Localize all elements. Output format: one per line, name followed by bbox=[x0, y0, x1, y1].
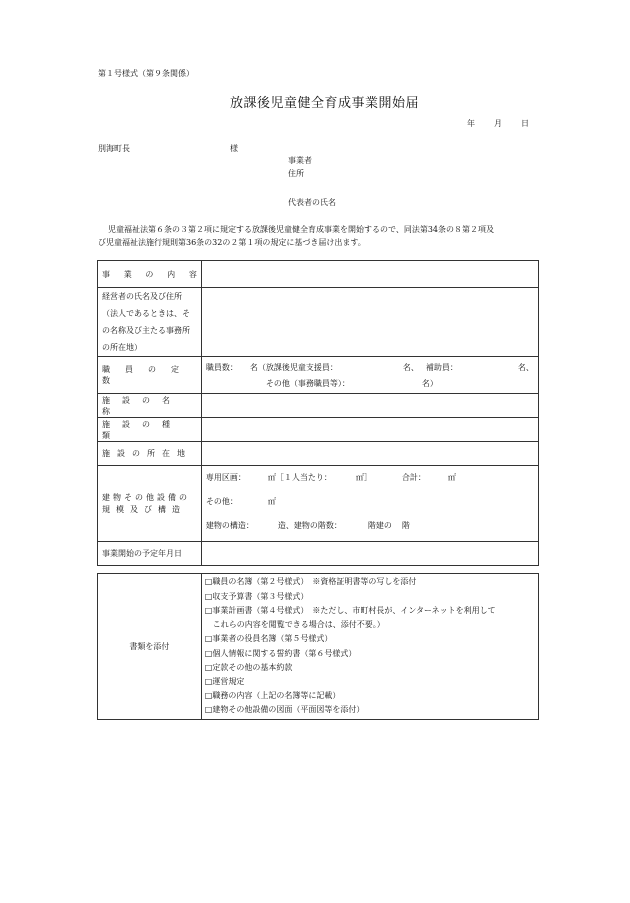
building-floors-unit: 階建の bbox=[367, 520, 392, 530]
staff-count-field[interactable] bbox=[201, 357, 538, 394]
attachment-item-staff-roster[interactable]: □職員の名簿（第２号様式） ※資格証明書等の写しを添付 bbox=[204, 577, 417, 587]
building-label-line2: 規模及び構造 bbox=[102, 504, 186, 514]
intro-text-line2: び児童福祉法施行規則第36条の32の２第１項の規定に基づき届け出ます。 bbox=[98, 238, 366, 247]
building-floors-label: 造、建物の階数： bbox=[277, 520, 342, 530]
staff-support-label: 名（放課後児童支援員： bbox=[249, 363, 338, 372]
building-floor-unit: 階 bbox=[401, 520, 410, 530]
facility-location-field[interactable] bbox=[201, 442, 538, 466]
area-exclusive-label: 専用区画： bbox=[205, 472, 246, 482]
intro-text-line1: 児童福祉法第６条の３第２項に規定する放課後児童健全育成事業を開始するので、同法第34条の８第２項及 bbox=[108, 225, 495, 234]
operator-label-line4: の所在地） bbox=[102, 343, 142, 352]
business-content-label bbox=[98, 261, 202, 288]
attachment-item-privacy-pledge[interactable]: □個人情報に関する誓約書（第６号様式） bbox=[204, 648, 357, 658]
area-other-unit: ㎡ bbox=[267, 496, 276, 506]
facility-type-field[interactable] bbox=[201, 418, 538, 442]
area-total-label: 合計： bbox=[401, 472, 426, 482]
date-month-label: 月 bbox=[494, 119, 502, 128]
date-year-label: 年 bbox=[467, 119, 475, 128]
attachments-list bbox=[201, 574, 538, 720]
facility-name-field[interactable] bbox=[201, 394, 538, 418]
business-content-text: 事 業 の 内 容 bbox=[102, 269, 197, 279]
attachment-item-officer-roster[interactable]: □事業者の役員名簿（第５号様式） bbox=[204, 634, 333, 644]
operator-field[interactable] bbox=[201, 288, 538, 357]
attachment-item-budget[interactable]: □収支予算書（第３号様式） bbox=[204, 591, 309, 601]
attachment-item-floor-plan[interactable]: □建物その他設備の図面（平面図等を添付） bbox=[204, 705, 365, 715]
business-operator-label: 事業者 bbox=[288, 156, 312, 165]
address-label: 住所 bbox=[288, 169, 304, 178]
attachments-label-text: 書類を添付 bbox=[129, 642, 170, 651]
facility-location-text: 施設の所在地 bbox=[102, 449, 192, 458]
staff-other-unit: 名） bbox=[421, 379, 438, 388]
start-date-field[interactable] bbox=[201, 542, 538, 566]
facility-name-label bbox=[98, 394, 202, 418]
operator-label-line3: の名称及び主たる事務所 bbox=[102, 326, 190, 335]
area-per-person-label: ㎡［１人当たり： bbox=[267, 472, 332, 482]
attachments-table bbox=[97, 573, 539, 720]
date-day-label: 日 bbox=[521, 119, 529, 128]
operator-label bbox=[98, 288, 202, 357]
staff-total-label: 職員数： bbox=[205, 363, 238, 372]
building-label bbox=[98, 466, 202, 542]
business-content-field[interactable] bbox=[201, 261, 538, 288]
document-title: 放課後児童健全育成事業開始届 bbox=[230, 96, 420, 111]
staff-other-label: その他（事務職員等）： bbox=[265, 379, 350, 388]
facility-location-label bbox=[98, 442, 202, 466]
building-field[interactable] bbox=[201, 466, 538, 542]
staff-count-label bbox=[98, 357, 202, 394]
operator-label-line2: （法人であるときは、そ bbox=[102, 309, 190, 318]
staff-support-unit: 名、 bbox=[402, 363, 419, 372]
building-label-line1: 建物その他設備の bbox=[102, 492, 190, 502]
attachments-label bbox=[98, 574, 202, 720]
attachment-item-operating-rules[interactable]: □運営規定 bbox=[204, 676, 245, 686]
attachment-item-articles[interactable]: □定款その他の基本約款 bbox=[204, 662, 293, 672]
form-number: 第１号様式（第９条関係） bbox=[98, 69, 194, 78]
staff-assistant-unit: 名、 bbox=[517, 363, 534, 372]
addressee-honorific: 様 bbox=[230, 144, 238, 153]
attachment-item-business-plan-note: これらの内容を閲覧できる場合は、添付不要。） bbox=[204, 620, 385, 630]
start-date-text: 事業開始の予定年月日 bbox=[102, 549, 182, 558]
representative-name-label: 代表者の氏名 bbox=[288, 198, 336, 207]
operator-label-line1: 経営者の氏名及び住所 bbox=[102, 292, 182, 301]
staff-count-text: 職員の定数 bbox=[102, 365, 194, 385]
addressee: 別海町長 bbox=[98, 144, 130, 153]
start-date-label bbox=[98, 542, 202, 566]
facility-type-label bbox=[98, 418, 202, 442]
area-per-person-unit: ㎡］ bbox=[355, 472, 372, 482]
area-other-label: その他： bbox=[205, 496, 238, 506]
building-structure-label: 建物の構造： bbox=[205, 520, 254, 530]
attachment-item-job-description[interactable]: □職務の内容（上記の名簿等に記載） bbox=[204, 691, 341, 701]
staff-assistant-label: 補助員： bbox=[425, 363, 458, 372]
main-form-table bbox=[97, 260, 539, 566]
attachment-item-business-plan[interactable]: □事業計画書（第４号様式） ※ただし、市町村長が、インターネットを利用して bbox=[204, 605, 496, 615]
facility-type-text: 施設の種類 bbox=[102, 419, 182, 440]
area-total-unit: ㎡ bbox=[447, 472, 456, 482]
facility-name-text: 施設の名称 bbox=[102, 395, 182, 416]
